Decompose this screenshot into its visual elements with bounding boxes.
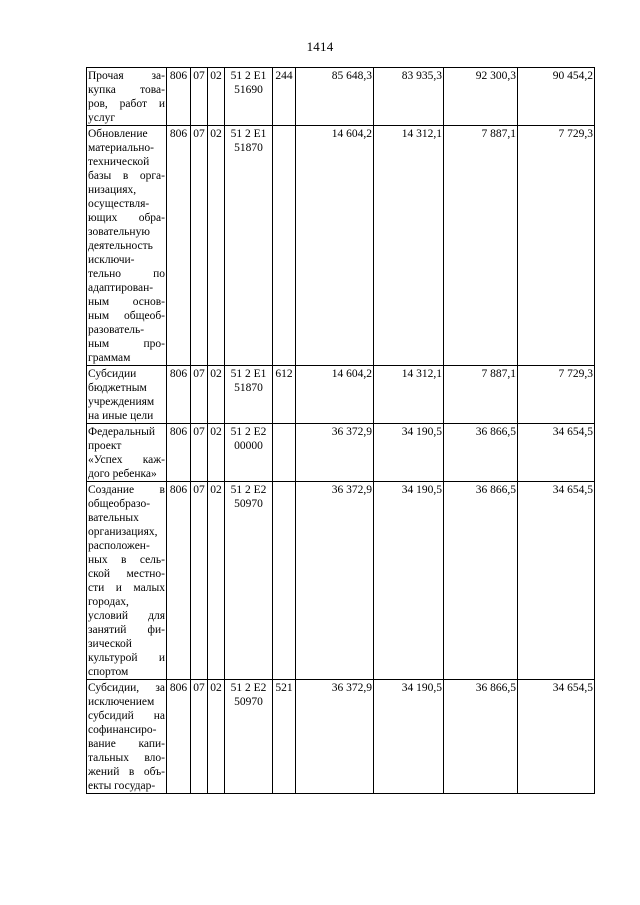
amount-2: 83 935,3 [374,68,444,126]
row-name-line: Субсидии, за [88,682,165,694]
expense-type-code [273,126,296,366]
row-name [87,68,167,126]
amount-1: 85 648,3 [296,68,374,126]
row-name-line: сти и малых [88,582,165,594]
target-article-line: 51 2 E1 [230,128,267,140]
subsection-code: 02 [208,680,225,794]
row-name [87,424,167,482]
target-article-line: 50970 [234,696,263,708]
target-article-line: 51 2 E2 [230,426,267,438]
row-name-line: софинансиро- [88,724,157,736]
target-article-code [225,424,273,482]
section-code: 07 [191,680,208,794]
row-name-line: Обновление [88,128,148,140]
target-article-line: 51870 [234,142,263,154]
row-name-line: ным про- [88,338,165,350]
expense-type-code [273,424,296,482]
row-name-line: на иные цели [88,410,154,422]
expense-type-code: 612 [273,366,296,424]
row-name-line: расположен- [88,540,150,552]
subsection-code: 02 [208,366,225,424]
target-article-line: 51 2 E2 [230,484,267,496]
amount-1: 14 604,2 [296,126,374,366]
table-row [87,68,595,126]
row-name-line: бюджетным [88,382,147,394]
row-name-line: разователь- [88,324,145,336]
amount-3: 7 887,1 [444,126,518,366]
row-name-line: условий для [88,610,165,622]
ministry-code: 806 [167,482,191,680]
row-name-line: учреждениям [88,396,155,408]
row-name-line: купка това- [88,84,165,96]
target-article-line: 51690 [234,84,263,96]
row-name-line: ющих обра- [88,212,165,224]
target-article-line: 51 2 E1 [230,368,267,380]
section-code: 07 [191,366,208,424]
row-name-line: тельно по [88,268,165,280]
target-article-line: 51 2 E2 [230,682,267,694]
page-number: 1414 [306,39,334,54]
row-name-line: культурой и [88,652,165,664]
target-article-code [225,482,273,680]
amount-2: 34 190,5 [374,680,444,794]
amount-2: 34 190,5 [374,482,444,680]
row-name-line: материально- [88,142,154,154]
row-name-line: вание капи- [88,738,165,750]
amount-1: 36 372,9 [296,424,374,482]
row-name-line: граммам [88,352,131,364]
subsection-code: 02 [208,126,225,366]
amount-4: 7 729,3 [518,366,595,424]
row-name-line: субсидий на [88,710,165,722]
row-name-line: Федеральный [88,426,155,438]
amount-1: 14 604,2 [296,366,374,424]
ministry-code: 806 [167,680,191,794]
target-article-code [225,126,273,366]
row-name-line: осуществля- [88,198,150,210]
row-name-line: исключи- [88,254,135,266]
section-code: 07 [191,482,208,680]
target-article-line: 51870 [234,382,263,394]
amount-2: 14 312,1 [374,126,444,366]
amount-4: 34 654,5 [518,424,595,482]
row-name-line: технической [88,156,150,168]
target-article-code [225,68,273,126]
expense-type-code [273,482,296,680]
amount-2: 14 312,1 [374,366,444,424]
row-name-line: Прочая за- [88,70,165,82]
row-name-line: дого ребенка» [88,468,157,480]
row-name-line: городах, [88,596,129,608]
row-name [87,126,167,366]
row-name-line: адаптирован- [88,282,154,294]
amount-1: 36 372,9 [296,482,374,680]
subsection-code: 02 [208,482,225,680]
row-name-line: тальных вло- [88,752,165,764]
row-name-line: проект [88,440,122,452]
row-name-line: деятельность [88,240,153,252]
row-name-line: Создание в [88,484,165,496]
subsection-code: 02 [208,424,225,482]
amount-3: 92 300,3 [444,68,518,126]
row-name [87,482,167,680]
amount-4: 7 729,3 [518,126,595,366]
table-row [87,680,595,794]
row-name-line: организациях, [88,526,158,538]
row-name-line: ской местно- [88,568,165,580]
row-name-line: базы в орга- [88,170,165,182]
row-name-line: вательных [88,512,139,524]
section-code: 07 [191,424,208,482]
amount-3: 36 866,5 [444,680,518,794]
amount-2: 34 190,5 [374,424,444,482]
amount-4: 34 654,5 [518,680,595,794]
budget-table [86,67,595,794]
row-name-line: «Успех каж- [88,454,165,466]
row-name-line: общеобразо- [88,498,151,510]
amount-3: 36 866,5 [444,424,518,482]
row-name-line: жений в объ- [88,766,165,778]
section-code: 07 [191,68,208,126]
amount-4: 34 654,5 [518,482,595,680]
row-name-line: услуг [88,112,116,124]
ministry-code: 806 [167,68,191,126]
amount-4: 90 454,2 [518,68,595,126]
row-name-line: ров, работ и [88,98,165,110]
amount-1: 36 372,9 [296,680,374,794]
expense-type-code: 521 [273,680,296,794]
section-code: 07 [191,126,208,366]
target-article-line: 50970 [234,498,263,510]
row-name-line: занятий фи- [88,624,165,636]
row-name-line: ным основ- [88,296,165,308]
ministry-code: 806 [167,126,191,366]
row-name-line: ных в сель- [88,554,165,566]
target-article-code [225,680,273,794]
table-row [87,126,595,366]
row-name-line: низациях, [88,184,137,196]
subsection-code: 02 [208,68,225,126]
row-name [87,680,167,794]
table-row [87,482,595,680]
row-name-line: зовательную [88,226,150,238]
target-article-line: 51 2 E1 [230,70,267,82]
row-name [87,366,167,424]
row-name-line: Субсидии [88,368,137,380]
row-name-line: спортом [88,666,129,678]
row-name-line: екты государ- [88,780,156,792]
row-name-line: зической [88,638,132,650]
row-name-line: исключением [88,696,155,708]
amount-3: 36 866,5 [444,482,518,680]
target-article-line: 00000 [234,440,263,452]
row-name-line: ным общеоб- [88,310,165,322]
target-article-code [225,366,273,424]
amount-3: 7 887,1 [444,366,518,424]
expense-type-code: 244 [273,68,296,126]
ministry-code: 806 [167,424,191,482]
table-row [87,424,595,482]
table-row [87,366,595,424]
ministry-code: 806 [167,366,191,424]
